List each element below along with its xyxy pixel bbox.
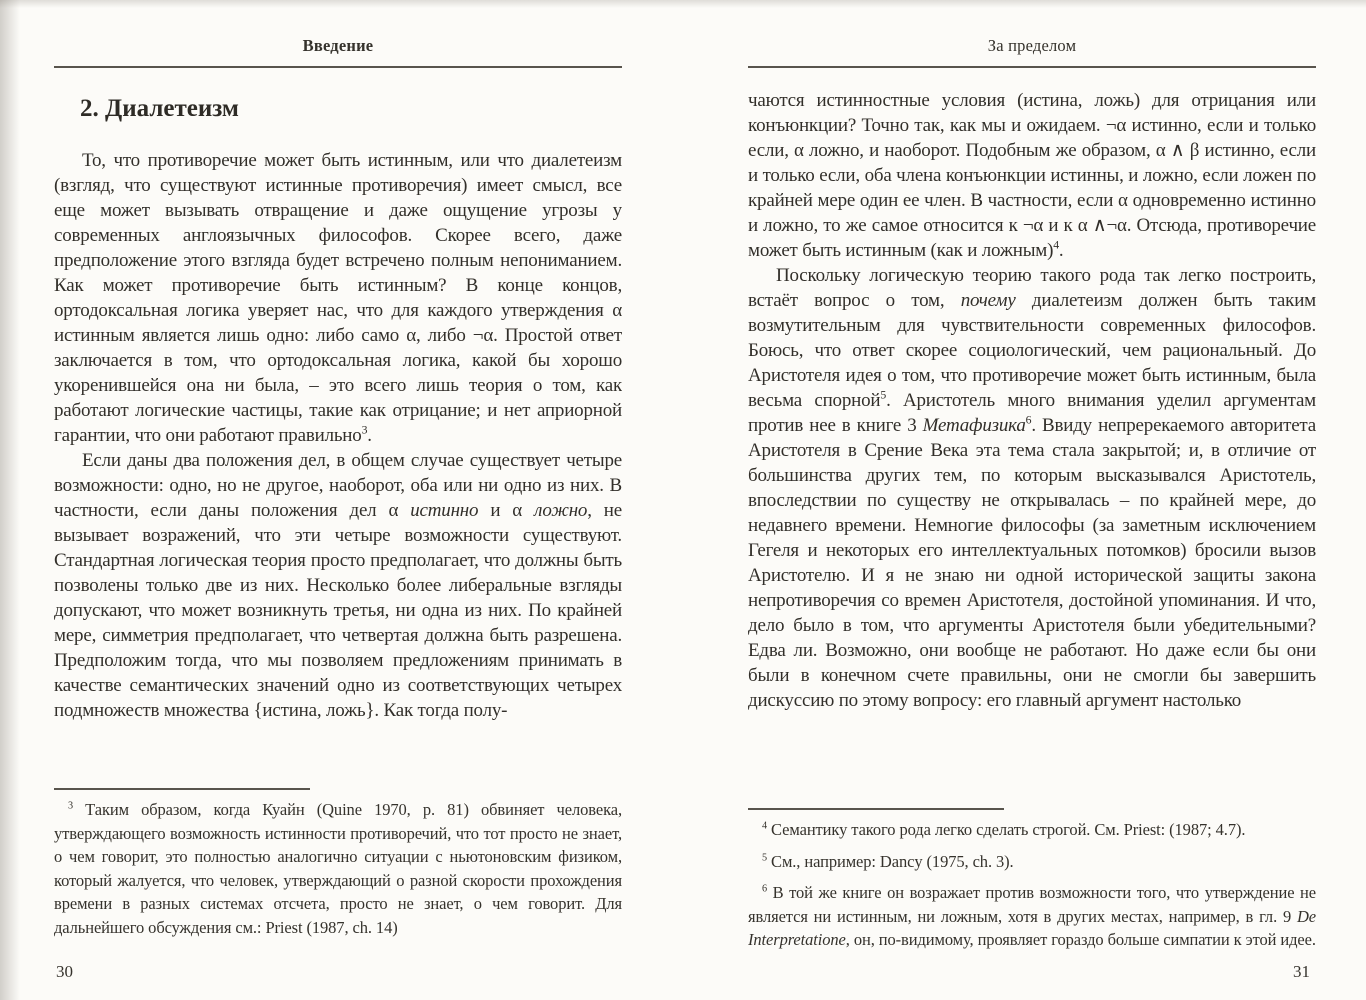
footnote-3	[54, 798, 622, 939]
paragraph-text: . Ввиду непререкаемого авторитета Аристотеля в Срение Века эта тема стала закрытой; и, в отличие от большинства других тем, по которым высказывался Аристотель, впоследствии по существу не открывалась – по крайней мере, до недавнего времени. Немногие философы (за заметным исключением Гегеля и некоторых его интеллектуальных потомков) бросили вызов Аристотелю. И я не знаю ни одной исторической защиты закона непротиворечия со времен Аристотеля, достойной упоминания. И что, дело было в том, что аргументы Аристотеля были убедительными? Едва ли. Возможно, они вообще не работают. Но даже если бы они были в конечном счете правильны, они не смогли бы завершить дискуссию по этому вопросу: его главный аргумент настолько	[748, 415, 1316, 711]
footnote-ref-4: 4	[1053, 238, 1059, 252]
footnote-text: Семантику такого рода легко сделать строгой. См. Priest: (1987; 4.7).	[767, 820, 1246, 839]
footnote-6	[748, 881, 1316, 952]
paragraph-text: .	[367, 425, 372, 446]
italic-term: почему	[960, 290, 1016, 311]
paragraph-text: То, что противоречие может быть истинным, или что диалетеизм (взгляд, что существуют истинные противоречия) имеет смысл, все еще может вызывать отвращение и даже ощущение угрозы у современных англоязычных философов. Скорее всего, даже предположение этого взгляда будет встречено полным непониманием. Как может противоречие быть истинным? В конце концов, ортодоксальная логика уверяет нас, что для каждого утверждения α истинным является лишь одно: либо само α, либо ¬α. Простой ответ заключается в том, что ортодоксальная логика, какой бы хорошо укоренившейся она ни была, – это всего лишь теория о том, как работают логические частицы, такие как отрицание; и нет априорной гарантии, что они работают правильно	[54, 150, 622, 446]
paragraph-text: чаются истинностные условия (истина, ложь) для отрицания или конъюнкции? Точно так, как мы и ожидаем. ¬α истинно, если и только если, α ложно, и наоборот. Подобным же образом, α ∧ β истинно, если и только если, оба члена конъюнкции истинны, и ложно, если ложен по крайней мере один ее член. В частности, если α одновременно истинно и ложно, то же самое относится к ¬α и к α ∧¬α. Отсюда, противоречие может быть истинным (как и ложным)	[748, 90, 1316, 261]
footnote-ref-3: 3	[361, 423, 368, 437]
footnote-ref-6: 6	[1025, 413, 1032, 427]
paragraph-text: и α	[478, 500, 535, 521]
footnote-marker-3: 3	[68, 800, 74, 812]
paragraph	[54, 448, 622, 723]
paragraph-text: Если даны два положения дел, в общем случае существует четыре возможности: одно, но не другое, наоборот, оба или ни одно из них. В частности, если даны положения дел α	[54, 450, 622, 521]
page-left	[54, 36, 622, 988]
header-rule-left	[54, 66, 622, 68]
section-title: 2. Диалетеизм	[80, 95, 239, 122]
running-head-left: Введение	[302, 36, 374, 55]
footnote-rule-right	[748, 808, 1004, 810]
footnote-text: Таким образом, когда Куайн (Quine 1970, p. 81) обвиняет человека, утверждающего возможность истинности противоречий, что тот просто не знает, о чем говорит, это полностью аналогично ситуации с ньютоновским физиком, который жалуется, что человек, утверждающий о разной скорости прохождения времени в разных системах отсчета, просто не знает, о чем говорит. Для дальнейшего обсуждения см.: Priest (1987, ch. 14)	[54, 800, 622, 937]
footnote-text: В той же книге он возражает против возможности того, что утверждение не является ни истинным, ни ложным, хотя в других местах, например, в гл. 9	[748, 883, 1316, 926]
paragraph	[748, 263, 1316, 713]
paragraph-text: . Аристотель много внимания уделил аргументам против нее в книге 3	[748, 390, 1316, 436]
page-right	[748, 36, 1316, 988]
paragraph	[54, 148, 622, 448]
header-rule-right	[748, 66, 1316, 68]
italic-book-title: De Interpretatione	[748, 906, 1316, 949]
paragraph-text: диалетеизм должен быть таким возмутительным для чувствительности современных философов. Боюсь, что ответ скорее социологический, чем рациональный. До Аристотеля идея о том, что противоречие может быть истинным, была весьма спорной	[748, 290, 1316, 411]
footnote-4	[748, 818, 1316, 842]
footnote-area-left	[54, 788, 622, 939]
footnote-text: См., например: Dancy (1975, ch. 3).	[767, 851, 1014, 871]
italic-book-title: Метафизика	[922, 415, 1026, 436]
footnote-text: , он, по-видимому, проявляет гораздо больше симпатии к этой идее.	[845, 930, 1316, 949]
italic-term: истинно	[410, 500, 479, 521]
paragraph	[748, 88, 1316, 263]
running-head-right: За пределом	[987, 36, 1077, 55]
page-number-30: 30	[56, 962, 73, 981]
page-number-31: 31	[1293, 962, 1310, 981]
paragraph-text: , не вызывает возражений, что эти четыре возможности существуют. Стандартная логическая теория просто предполагает, что должны быть позволены только две из них. Несколько более либеральные взгляды допускают, что может возникнуть третья, ни одна из них. По крайней мере, симметрия предполагает, что четвертая должна быть разрешена. Предположим тогда, что мы позволяем предложениям принимать в качестве семантических значений одно из соответствующих четырех подмножеств множества {истина, ложь}. Как тогда полу-	[54, 500, 622, 721]
footnote-5	[748, 850, 1316, 874]
paragraph-text: Поскольку логическую теорию такого рода так легко построить, встаёт вопрос о том,	[748, 265, 1316, 311]
footnote-marker-4: 4	[762, 820, 768, 832]
italic-term: ложно	[534, 500, 588, 521]
paragraph-text: .	[1058, 240, 1064, 261]
footnote-marker-5: 5	[762, 852, 768, 863]
footnote-ref-5: 5	[880, 388, 887, 402]
footnote-marker-6: 6	[762, 883, 768, 895]
footnote-area-right	[748, 808, 1316, 952]
footnote-rule-left	[54, 788, 310, 790]
